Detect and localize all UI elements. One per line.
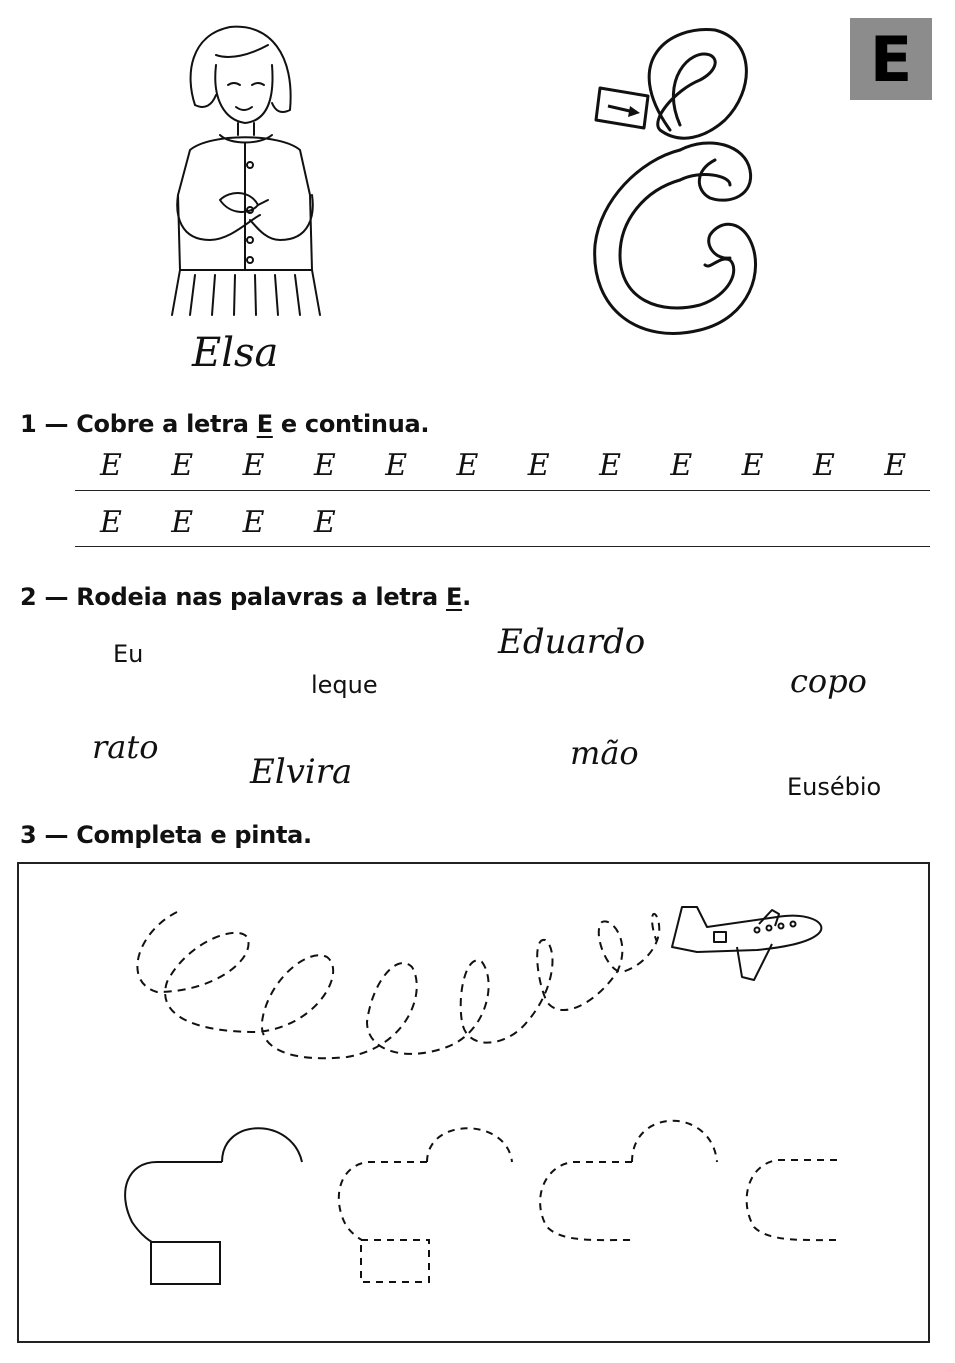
trace-letter: E: [670, 448, 693, 483]
trace-letter: E: [456, 448, 479, 483]
exercise-1-text-after: e continua.: [280, 410, 430, 438]
trace-letter: E: [741, 448, 764, 483]
writing-line-1: [75, 490, 930, 491]
dashed-shape-2: [540, 1121, 717, 1240]
exercise-3-number: 3 —: [20, 821, 69, 849]
airplane-drawing: [672, 907, 821, 980]
word-eusebio[interactable]: Eusébio: [787, 773, 882, 801]
writing-line-2: [75, 546, 930, 547]
picture-name-label: Elsa: [192, 330, 279, 376]
exercise-1-number: 1 —: [20, 410, 69, 438]
exercise-2-text-after: .: [462, 583, 471, 611]
exercise-1-heading: [20, 410, 429, 438]
word-leque[interactable]: leque: [311, 671, 378, 699]
trace-letter: E: [171, 505, 194, 540]
trace-letter: E: [171, 448, 194, 483]
exercise-2-heading: [20, 583, 471, 611]
trace-letter: E: [385, 448, 408, 483]
girl-illustration: [150, 15, 320, 315]
trace-letter: E: [812, 448, 835, 483]
exercise-2-text-before: Rodeia nas palavras a letra: [76, 583, 438, 611]
trace-letter: E: [100, 505, 122, 540]
word-eu[interactable]: Eu: [113, 640, 144, 668]
exercise-3-heading: [20, 821, 312, 849]
dashed-shape-1: [339, 1128, 512, 1282]
trace-letter: E: [313, 505, 336, 540]
drawing-content: [17, 862, 928, 1341]
word-eduardo[interactable]: Eduardo: [498, 622, 646, 662]
word-rato[interactable]: rato: [92, 728, 159, 766]
trace-letter: E: [242, 448, 265, 483]
word-copo[interactable]: copo: [790, 662, 867, 700]
solid-shape: [125, 1128, 302, 1284]
exercise-1-text-before: Cobre a letra: [76, 410, 249, 438]
dashed-loop-trail: [137, 912, 659, 1058]
trace-letter: E: [242, 505, 265, 540]
trace-letter: E: [527, 448, 550, 483]
cursive-e-tracing-model: [580, 20, 780, 350]
dashed-shape-3: [747, 1160, 842, 1240]
trace-letter: E: [313, 448, 336, 483]
trace-letter: E: [100, 448, 122, 483]
exercise-1-target-letter: E: [256, 410, 273, 438]
trace-letter: E: [599, 448, 621, 483]
exercise-2-target-letter: E: [445, 583, 463, 611]
exercise-3-text: Completa e pinta.: [76, 821, 312, 849]
letter-badge: E: [850, 18, 932, 100]
tracing-row-1: [100, 448, 955, 483]
exercise-2-number: 2 —: [20, 583, 69, 611]
word-elvira[interactable]: Elvira: [250, 752, 353, 792]
word-mao[interactable]: mão: [570, 734, 639, 772]
trace-letter: E: [884, 448, 907, 483]
tracing-row-2: [100, 505, 385, 540]
